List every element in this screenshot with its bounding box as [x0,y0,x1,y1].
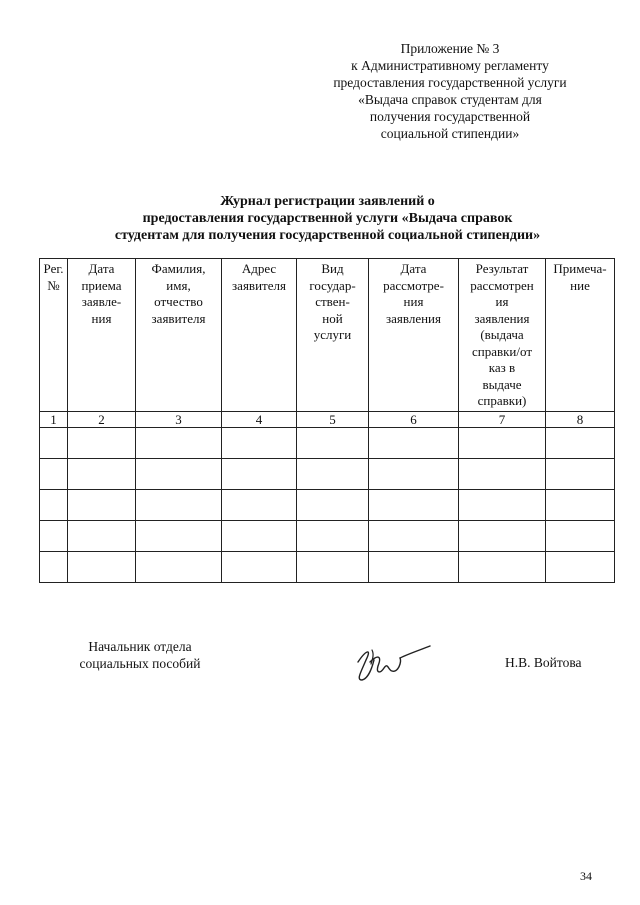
table-cell [459,490,546,521]
table-cell [136,490,222,521]
table-cell [546,459,615,490]
table-cell [459,552,546,583]
title-line: предоставления государственной услуги «Выдача справок [142,211,513,226]
table-cell [68,428,136,459]
table-cell [297,552,369,583]
header-service-type: Вид государ- ствен- ной услуги [297,259,369,412]
registration-journal-table [39,258,615,583]
table-cell [222,428,297,459]
table-cell [459,428,546,459]
appendix-line: Приложение № 3 [400,41,500,56]
table-cell [297,490,369,521]
signatory-name: Н.В. Войтова [505,655,582,670]
column-number: 6 [369,412,459,428]
page-number: 34 [580,869,592,883]
table-cell [40,490,68,521]
table-cell [68,459,136,490]
table-cell [222,521,297,552]
table-row [40,490,615,521]
header-row [40,259,615,412]
table-cell [546,521,615,552]
header-address: Адрес заявителя [222,259,297,412]
table-cell [68,552,136,583]
table-cell [136,428,222,459]
table-cell [222,459,297,490]
table-cell [68,521,136,552]
table-cell [297,459,369,490]
table-cell [222,490,297,521]
table-cell [136,552,222,583]
table-cell [546,552,615,583]
table-cell [222,552,297,583]
appendix-line: социальной стипендии» [380,126,520,141]
table-row [40,521,615,552]
header-full-name: Фамилия, имя, отчество заявителя [136,259,222,412]
table-cell [68,490,136,521]
header-note: Примеча- ние [546,259,615,412]
appendix-line: предоставления государственной услуги [333,75,567,90]
title-line: Журнал регистрации заявлений о [220,194,435,209]
table-cell [297,428,369,459]
table-row [40,459,615,490]
table-cell [136,459,222,490]
position-line: социальных пособий [79,656,201,671]
table-cell [40,459,68,490]
header-result: Результат рассмотрен ия заявления (выдача справки/от каз в выдаче справки) [459,259,546,412]
column-number: 1 [40,412,68,428]
position-line: Начальник отдела [88,639,192,654]
table-row [40,552,615,583]
table-cell [40,521,68,552]
table-cell [459,459,546,490]
appendix-line: получения государственной [369,109,531,124]
table-cell [369,552,459,583]
column-number-row [40,412,615,428]
table-row [40,428,615,459]
title-line: студентам для получения государственной социальной стипендии» [114,228,541,243]
column-number: 3 [136,412,222,428]
table-cell [546,490,615,521]
table-cell [40,552,68,583]
appendix-header [300,40,600,142]
column-number: 8 [546,412,615,428]
table-cell [40,428,68,459]
signatory-position [60,638,220,672]
header-review-date: Дата рассмотре- ния заявления [369,259,459,412]
table-cell [136,521,222,552]
header-receipt-date: Дата приема заявле- ния [68,259,136,412]
column-number: 7 [459,412,546,428]
table-cell [369,459,459,490]
column-number: 5 [297,412,369,428]
appendix-line: к Административному регламенту [351,58,549,73]
appendix-line: «Выдача справок студентам для [358,92,542,107]
table-cell [297,521,369,552]
document-title [40,193,615,244]
table-cell [546,428,615,459]
table-cell [369,490,459,521]
table-cell [369,428,459,459]
header-reg-number: Рег. № [40,259,68,412]
handwritten-signature [352,640,432,685]
column-number: 2 [68,412,136,428]
table-cell [369,521,459,552]
table-cell [459,521,546,552]
column-number: 4 [222,412,297,428]
